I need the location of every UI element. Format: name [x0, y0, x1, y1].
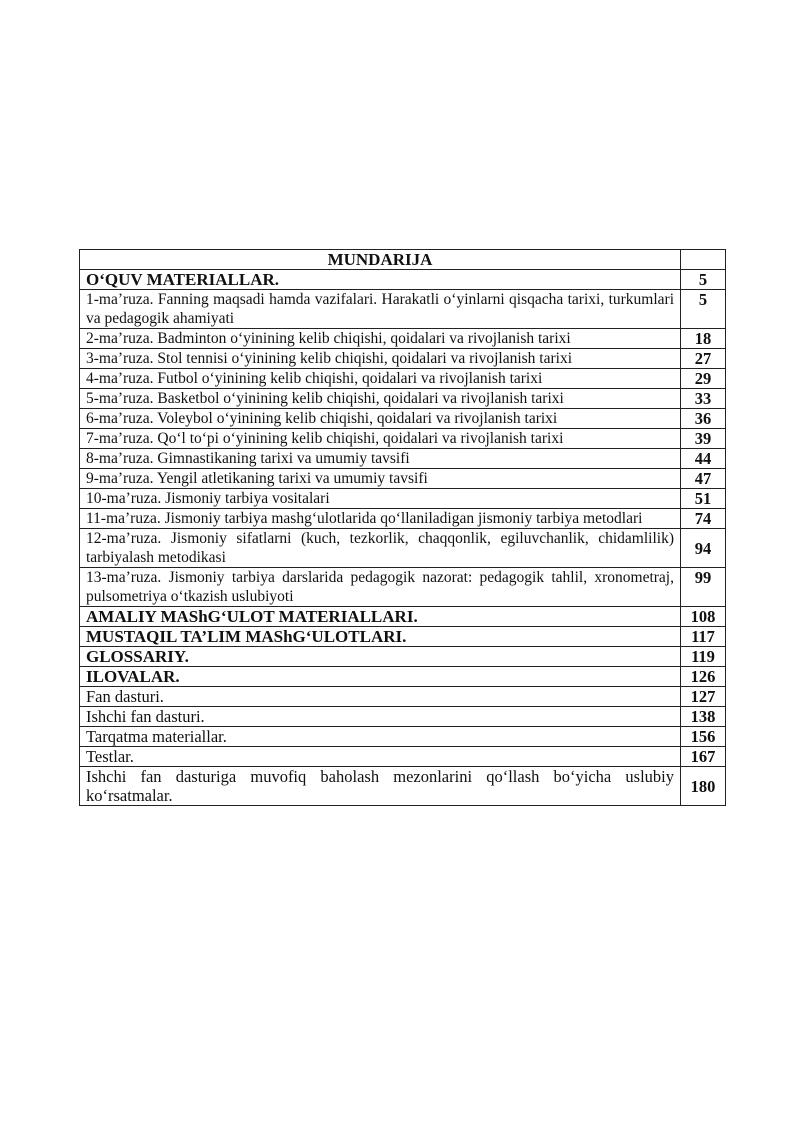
- toc-row: [80, 647, 726, 667]
- toc-entry-title: 7-ma’ruza. Qo‘l to‘pi o‘yinining kelib chiqishi, qoidalari va rivojlanish tarixi: [80, 429, 681, 449]
- toc-row: [80, 687, 726, 707]
- toc-row: [80, 270, 726, 290]
- toc-section-title: ILOVALAR.: [80, 667, 681, 687]
- toc-page-number: 51: [681, 489, 726, 509]
- toc-entry-title: Tarqatma materiallar.: [80, 727, 681, 747]
- toc-section-title: O‘QUV MATERIALLAR.: [80, 270, 681, 290]
- toc-row: [80, 489, 726, 509]
- toc-row: [80, 449, 726, 469]
- toc-row: [80, 429, 726, 449]
- toc-page-number: 33: [681, 389, 726, 409]
- toc-page-number: 29: [681, 369, 726, 389]
- toc-row: [80, 389, 726, 409]
- toc-page-number: 27: [681, 349, 726, 369]
- toc-entry-title: 9-ma’ruza. Yengil atletikaning tarixi va umumiy tavsifi: [80, 469, 681, 489]
- toc-entry-title: 1-ma’ruza. Fanning maqsadi hamda vazifalari. Harakatli o‘yinlarni qisqacha tarixi, turkumlari va pedagogik ahamiyati: [80, 290, 681, 329]
- toc-page-number: 74: [681, 509, 726, 529]
- toc-row: [80, 369, 726, 389]
- toc-entry-title: 8-ma’ruza. Gimnastikaning tarixi va umumiy tavsifi: [80, 449, 681, 469]
- toc-page-number: 108: [681, 607, 726, 627]
- toc-page-number: 99: [681, 568, 726, 607]
- toc-row: [80, 329, 726, 349]
- toc-entry-title: 10-ma’ruza. Jismoniy tarbiya vositalari: [80, 489, 681, 509]
- toc-row: [80, 767, 726, 806]
- toc-page-number: 138: [681, 707, 726, 727]
- toc-row: [80, 607, 726, 627]
- toc-page-number: 156: [681, 727, 726, 747]
- toc-page-number: 127: [681, 687, 726, 707]
- toc-section-title: MUSTAQIL TA’LIM MAShG‘ULOTLARI.: [80, 627, 681, 647]
- toc-page-number: 126: [681, 667, 726, 687]
- toc-entry-title: 5-ma’ruza. Basketbol o‘yinining kelib chiqishi, qoidalari va rivojlanish tarixi: [80, 389, 681, 409]
- toc-row: [80, 529, 726, 568]
- toc-page-number: 167: [681, 747, 726, 767]
- toc-row: [80, 469, 726, 489]
- toc-row: [80, 409, 726, 429]
- toc-row: [80, 727, 726, 747]
- toc-page-number: 94: [681, 529, 726, 568]
- toc-page-number: 180: [681, 767, 726, 806]
- toc-row: [80, 290, 726, 329]
- toc-title-row: [80, 250, 726, 270]
- toc-page-number: 36: [681, 409, 726, 429]
- toc-row: [80, 627, 726, 647]
- toc-row: [80, 747, 726, 767]
- toc-entry-title: Fan dasturi.: [80, 687, 681, 707]
- toc-page-number: 117: [681, 627, 726, 647]
- toc-entry-title: Testlar.: [80, 747, 681, 767]
- toc-section-title: AMALIY MAShG‘ULOT MATERIALLARI.: [80, 607, 681, 627]
- toc-page-number: 5: [681, 270, 726, 290]
- toc-entry-title: 13-ma’ruza. Jismoniy tarbiya darslarida pedagogik nazorat: pedagogik tahlil, xronometraj, pulsometriya o‘tkazish uslubiyoti: [80, 568, 681, 607]
- toc-entry-title: 4-ma’ruza. Futbol o‘yinining kelib chiqishi, qoidalari va rivojlanish tarixi: [80, 369, 681, 389]
- toc-page-number: 119: [681, 647, 726, 667]
- toc-entry-title: 2-ma’ruza. Badminton o‘yinining kelib chiqishi, qoidalari va rivojlanish tarixi: [80, 329, 681, 349]
- toc-title-page-cell: [681, 250, 726, 270]
- toc-entry-title: Ishchi fan dasturiga muvofiq baholash mezonlarini qo‘llash bo‘yicha uslubiy ko‘rsatmalar.: [80, 767, 681, 806]
- toc-row: [80, 707, 726, 727]
- toc-page-number: 39: [681, 429, 726, 449]
- toc-page-number: 47: [681, 469, 726, 489]
- toc-row: [80, 568, 726, 607]
- toc-page-number: 44: [681, 449, 726, 469]
- toc-row: [80, 509, 726, 529]
- toc-entry-title: Ishchi fan dasturi.: [80, 707, 681, 727]
- toc-entry-title: 12-ma’ruza. Jismoniy sifatlarni (kuch, tezkorlik, chaqqonlik, egiluvchanlik, chidamlilik) tarbiyalash metodikasi: [80, 529, 681, 568]
- toc-page-number: 18: [681, 329, 726, 349]
- toc-title: MUNDARIJA: [80, 250, 681, 270]
- toc-page-number: 5: [681, 290, 726, 329]
- toc-row: [80, 667, 726, 687]
- toc-row: [80, 349, 726, 369]
- toc-entry-title: 6-ma’ruza. Voleybol o‘yinining kelib chiqishi, qoidalari va rivojlanish tarixi: [80, 409, 681, 429]
- toc-entry-title: 11-ma’ruza. Jismoniy tarbiya mashg‘ulotlarida qo‘llaniladigan jismoniy tarbiya metodlari: [80, 509, 681, 529]
- toc-entry-title: 3-ma’ruza. Stol tennisi o‘yinining kelib chiqishi, qoidalari va rivojlanish tarixi: [80, 349, 681, 369]
- toc-section-title: GLOSSARIY.: [80, 647, 681, 667]
- table-of-contents: [79, 249, 726, 806]
